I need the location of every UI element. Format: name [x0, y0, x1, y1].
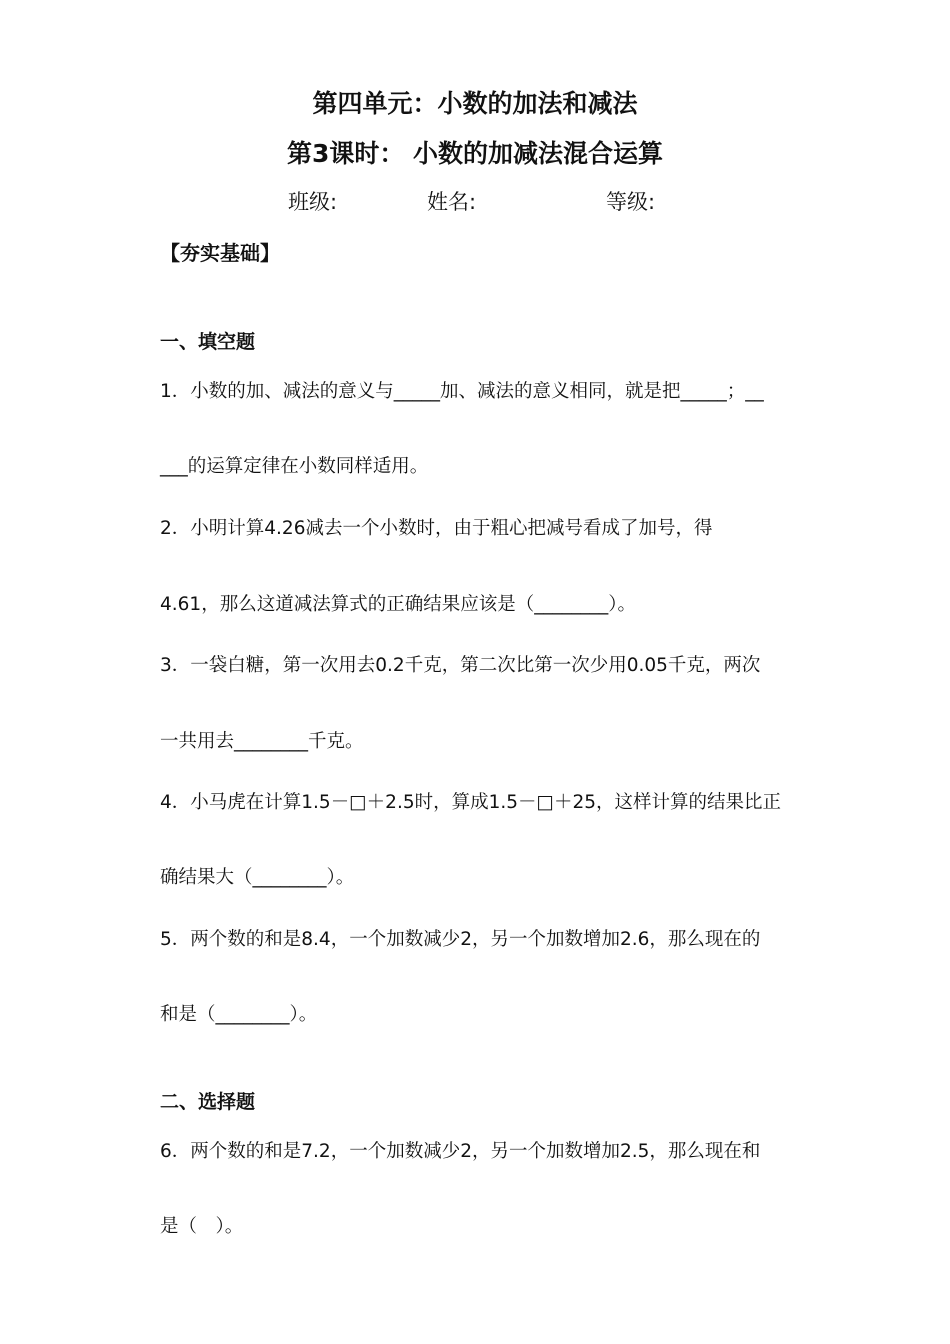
question-line: 确结果大（________）。	[160, 867, 355, 888]
question-line: 4．小马虎在计算1.5－□＋2.5时，算成1.5－□＋25，这样计算的结果比正	[160, 792, 782, 813]
question-line: ___的运算定律在小数同样适用。	[160, 456, 429, 477]
class-label: 班级:	[288, 190, 338, 214]
question-line: 3．一袋白糖，第一次用去0.2千克，第二次比第一次少用0.05千克，两次	[160, 655, 761, 676]
foundation-heading: 【夯实基础】	[160, 241, 280, 265]
question-line: 是（ ）。	[160, 1216, 244, 1237]
lesson-title: 第3课时： 小数的加减法混合运算	[286, 139, 664, 168]
question-line: 5．两个数的和是8.4，一个加数减少2，另一个加数增加2.6，那么现在的	[160, 929, 761, 950]
unit-title: 第四单元：小数的加法和减法	[312, 89, 638, 118]
section-fill-blank: 一、填空题	[160, 331, 256, 353]
question-line: 一共用去________千克。	[160, 731, 364, 752]
name-label: 姓名:	[427, 190, 477, 214]
question-line: 2．小明计算4.26减去一个小数时，由于粗心把减号看成了加号，得	[160, 518, 713, 539]
question-line: 4.61，那么这道减法算式的正确结果应该是（________）。	[160, 594, 636, 615]
section-choice: 二、选择题	[160, 1091, 256, 1113]
question-line: 6．两个数的和是7.2，一个加数减少2，另一个加数增加2.5，那么现在和	[160, 1141, 761, 1162]
question-line: 1．小数的加、减法的意义与_____加、减法的意义相同，就是把_____；__	[160, 381, 764, 402]
question-line: 和是（________）。	[160, 1004, 318, 1025]
grade-label: 等级:	[606, 190, 656, 214]
